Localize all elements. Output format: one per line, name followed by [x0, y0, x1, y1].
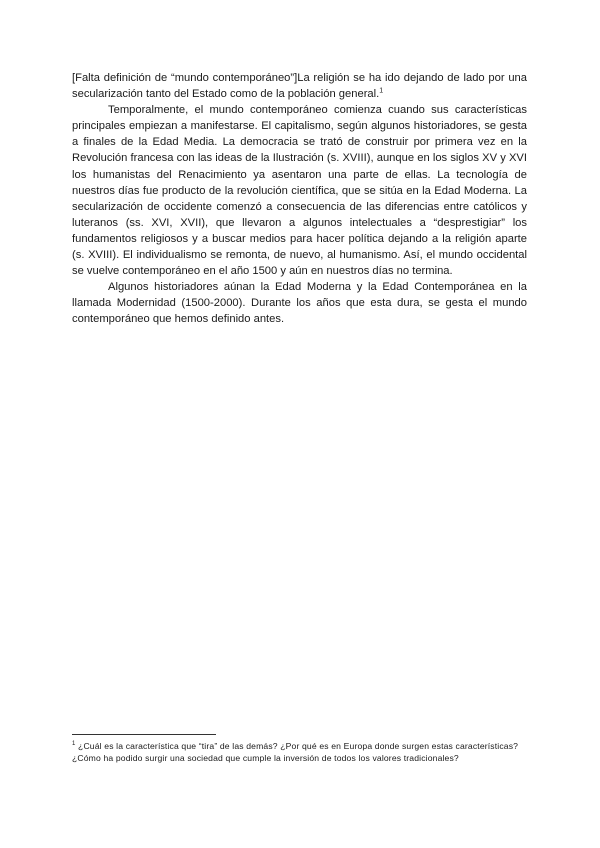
paragraph-intro-text: [Falta definición de “mundo contemporáneo”]La religión se ha ido dejando de lado por una secularización tanto del Estado como de la población general.: [72, 72, 527, 101]
paragraph-modernity: [72, 279, 527, 327]
footnote-reference[interactable]: 1: [379, 87, 384, 95]
footnote-marker: 1: [72, 741, 76, 748]
paragraph-modernity-text: Algunos historiadores aúnan la Edad Moderna y la Edad Contemporánea en la llamada Modernidad (1500-2000). Durante los años que esta dura, se gesta el mundo contemporáneo que hemos definido antes.: [72, 281, 527, 326]
paragraph-chronology-text: Temporalmente, el mundo contemporáneo comienza cuando sus características principales empiezan a manifestarse. El capitalismo, según algunos historiadores, se gesta a finales de la Edad Media. La democracia se trató de construir por primera vez en la Revolución francesa con las ideas de la Ilustración (s. XVIII), aunque en los siglos XV y XVI los humanistas del Renacimiento ya asentaron una parte de ellas. La tecnología de nuestros días fue producto de la revolución científica, que se sitúa en la Edad Moderna. La secularización de occidente comenzó a consecuencia de las diferencias entre católicos y luteranos (ss. XVI, XVII), que llevaron a algunos intelectuales a “desprestigiar” los fundamentos religiosos y a buscar medios para hacer política dejando a la religión aparte (s. XVIII). El individualismo se remonta, de nuevo, al humanismo. Así, el mundo occidental se vuelve contemporáneo en el año 1500 y aún en nuestros días no termina.: [72, 104, 527, 278]
footnote: [72, 740, 527, 764]
footnote-separator: [72, 734, 216, 735]
body-text: [72, 70, 527, 328]
paragraph-chronology: [72, 102, 527, 279]
paragraph-intro: [72, 70, 527, 102]
footnote-text: ¿Cuál es la característica que “tira” de las demás? ¿Por qué es en Europa donde surgen estas características? ¿Cómo ha podido surgir una sociedad que cumple la inversión de todos los valores tradicionales?: [72, 741, 519, 764]
